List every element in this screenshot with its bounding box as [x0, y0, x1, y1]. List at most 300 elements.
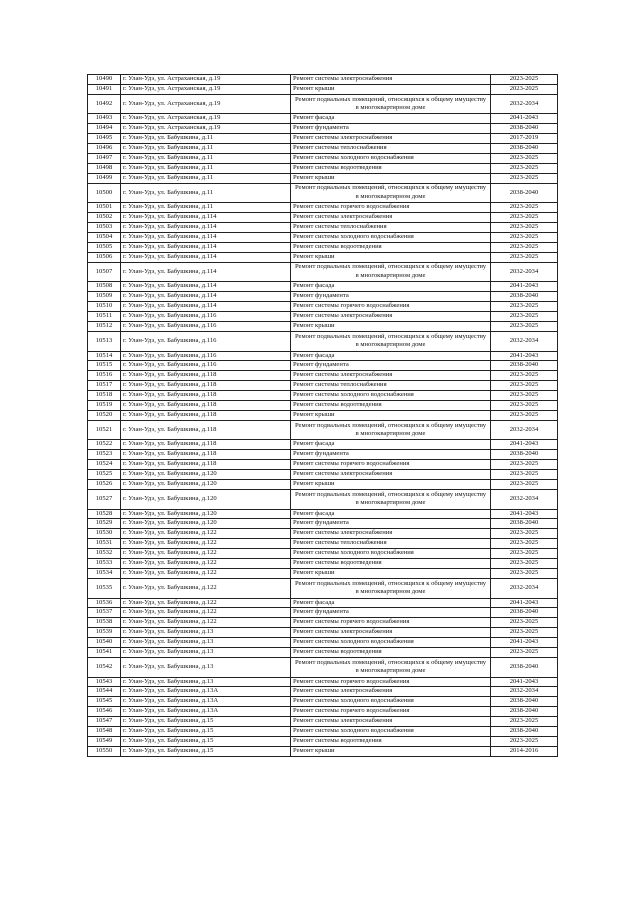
- row-address: г. Улан-Удэ, ул. Бабушкина, д.116: [121, 331, 291, 351]
- table-row: [88, 628, 558, 638]
- row-period: 2041-2043: [491, 114, 558, 124]
- row-address: г. Улан-Удэ, ул. Бабушкина, д.118: [121, 460, 291, 470]
- row-work-type: Ремонт фасада: [291, 598, 491, 608]
- row-number: 10496: [88, 144, 121, 154]
- row-address: г. Улан-Удэ, ул. Бабушкина, д.118: [121, 450, 291, 460]
- row-period: 2038-2040: [491, 361, 558, 371]
- table-row: [88, 598, 558, 608]
- table-row: [88, 410, 558, 420]
- table-row: [88, 144, 558, 154]
- row-number: 10529: [88, 519, 121, 529]
- row-work-type: Ремонт фундамента: [291, 124, 491, 134]
- row-work-type: Ремонт фасада: [291, 282, 491, 292]
- row-address: г. Улан-Удэ, ул. Бабушкина, д.15: [121, 746, 291, 756]
- table-row: [88, 94, 558, 114]
- table-row: [88, 371, 558, 381]
- row-number: 10522: [88, 440, 121, 450]
- row-work-type: Ремонт системы водоотведения: [291, 242, 491, 252]
- row-work-type: Ремонт фундамента: [291, 519, 491, 529]
- table-row: [88, 529, 558, 539]
- row-period: 2014-2016: [491, 746, 558, 756]
- row-work-type: Ремонт крыши: [291, 480, 491, 490]
- row-number: 10536: [88, 598, 121, 608]
- table-row: [88, 223, 558, 233]
- row-address: г. Улан-Удэ, ул. Бабушкина, д.15: [121, 717, 291, 727]
- row-address: г. Улан-Удэ, ул. Бабушкина, д.11: [121, 183, 291, 203]
- row-period: 2023-2025: [491, 559, 558, 569]
- row-period: 2032-2034: [491, 420, 558, 440]
- row-work-type: Ремонт системы электроснабжения: [291, 371, 491, 381]
- row-period: 2023-2025: [491, 84, 558, 94]
- row-number: 10512: [88, 322, 121, 332]
- row-number: 10534: [88, 569, 121, 579]
- row-work-type: Ремонт системы электроснабжения: [291, 470, 491, 480]
- row-address: г. Улан-Удэ, ул. Бабушкина, д.120: [121, 480, 291, 490]
- row-period: 2041-2043: [491, 677, 558, 687]
- row-work-type: Ремонт системы теплоснабжения: [291, 539, 491, 549]
- row-work-type: Ремонт подвальных помещений, относящихся к общему имуществу в многоквартирном доме: [291, 94, 491, 114]
- table-row: [88, 509, 558, 519]
- row-address: г. Улан-Удэ, ул. Бабушкина, д.122: [121, 569, 291, 579]
- row-period: 2023-2025: [491, 736, 558, 746]
- row-number: 10527: [88, 489, 121, 509]
- row-period: 2023-2025: [491, 549, 558, 559]
- row-period: 2023-2025: [491, 75, 558, 85]
- table-row: [88, 262, 558, 282]
- row-number: 10504: [88, 233, 121, 243]
- row-work-type: Ремонт системы водоотведения: [291, 163, 491, 173]
- row-address: г. Улан-Удэ, ул. Астраханская, д.19: [121, 94, 291, 114]
- table-row: [88, 391, 558, 401]
- row-number: 10542: [88, 657, 121, 677]
- row-address: г. Улан-Удэ, ул. Бабушкина, д.13: [121, 677, 291, 687]
- row-period: 2023-2025: [491, 401, 558, 411]
- row-number: 10535: [88, 578, 121, 598]
- row-number: 10539: [88, 628, 121, 638]
- row-work-type: Ремонт системы электроснабжения: [291, 628, 491, 638]
- row-address: г. Улан-Удэ, ул. Бабушкина, д.122: [121, 598, 291, 608]
- row-number: 10520: [88, 410, 121, 420]
- row-address: г. Улан-Удэ, ул. Бабушкина, д.118: [121, 420, 291, 440]
- row-work-type: Ремонт крыши: [291, 322, 491, 332]
- row-address: г. Улан-Удэ, ул. Бабушкина, д.116: [121, 351, 291, 361]
- row-period: 2041-2043: [491, 638, 558, 648]
- row-address: г. Улан-Удэ, ул. Бабушкина, д.114: [121, 282, 291, 292]
- table-row: [88, 549, 558, 559]
- row-address: г. Улан-Удэ, ул. Бабушкина, д.13: [121, 657, 291, 677]
- row-address: г. Улан-Удэ, ул. Бабушкина, д.13: [121, 648, 291, 658]
- row-address: г. Улан-Удэ, ул. Бабушкина, д.114: [121, 233, 291, 243]
- row-address: г. Улан-Удэ, ул. Бабушкина, д.11: [121, 154, 291, 164]
- row-period: 2023-2025: [491, 233, 558, 243]
- row-period: 2023-2025: [491, 223, 558, 233]
- table-row: [88, 75, 558, 85]
- table-row: [88, 302, 558, 312]
- table-row: [88, 183, 558, 203]
- row-work-type: Ремонт системы электроснабжения: [291, 717, 491, 727]
- row-work-type: Ремонт системы электроснабжения: [291, 213, 491, 223]
- row-work-type: Ремонт системы электроснабжения: [291, 687, 491, 697]
- row-period: 2023-2025: [491, 391, 558, 401]
- row-work-type: Ремонт системы горячего водоснабжения: [291, 707, 491, 717]
- row-address: г. Улан-Удэ, ул. Бабушкина, д.122: [121, 608, 291, 618]
- table-row: [88, 213, 558, 223]
- row-work-type: Ремонт системы холодного водоснабжения: [291, 391, 491, 401]
- table-row: [88, 460, 558, 470]
- row-period: 2023-2025: [491, 322, 558, 332]
- row-number: 10526: [88, 480, 121, 490]
- row-work-type: Ремонт подвальных помещений, относящихся к общему имуществу в многоквартирном доме: [291, 183, 491, 203]
- table-row: [88, 252, 558, 262]
- table-row: [88, 539, 558, 549]
- row-number: 10549: [88, 736, 121, 746]
- row-work-type: Ремонт подвальных помещений, относящихся к общему имуществу в многоквартирном доме: [291, 489, 491, 509]
- row-address: г. Улан-Удэ, ул. Бабушкина, д.118: [121, 391, 291, 401]
- row-address: г. Улан-Удэ, ул. Бабушкина, д.11: [121, 144, 291, 154]
- table-row: [88, 84, 558, 94]
- row-number: 10505: [88, 242, 121, 252]
- row-work-type: Ремонт системы холодного водоснабжения: [291, 727, 491, 737]
- row-work-type: Ремонт системы холодного водоснабжения: [291, 697, 491, 707]
- table-row: [88, 203, 558, 213]
- row-work-type: Ремонт системы водоотведения: [291, 736, 491, 746]
- row-work-type: Ремонт системы холодного водоснабжения: [291, 549, 491, 559]
- row-period: 2023-2025: [491, 539, 558, 549]
- row-work-type: Ремонт системы холодного водоснабжения: [291, 638, 491, 648]
- table-row: [88, 569, 558, 579]
- row-number: 10533: [88, 559, 121, 569]
- row-work-type: Ремонт фасада: [291, 114, 491, 124]
- row-period: 2041-2043: [491, 598, 558, 608]
- table-row: [88, 361, 558, 371]
- table-row: [88, 242, 558, 252]
- row-period: 2038-2040: [491, 657, 558, 677]
- row-address: г. Улан-Удэ, ул. Астраханская, д.19: [121, 114, 291, 124]
- row-period: 2038-2040: [491, 727, 558, 737]
- row-period: 2023-2025: [491, 163, 558, 173]
- row-address: г. Улан-Удэ, ул. Бабушкина, д.118: [121, 381, 291, 391]
- row-period: 2023-2025: [491, 480, 558, 490]
- row-number: 10492: [88, 94, 121, 114]
- table-row: [88, 657, 558, 677]
- row-work-type: Ремонт крыши: [291, 569, 491, 579]
- row-number: 10519: [88, 401, 121, 411]
- row-number: 10497: [88, 154, 121, 164]
- row-work-type: Ремонт подвальных помещений, относящихся к общему имуществу в многоквартирном доме: [291, 262, 491, 282]
- row-work-type: Ремонт системы теплоснабжения: [291, 381, 491, 391]
- row-number: 10506: [88, 252, 121, 262]
- row-number: 10513: [88, 331, 121, 351]
- row-work-type: Ремонт фундамента: [291, 292, 491, 302]
- row-address: г. Улан-Удэ, ул. Бабушкина, д.13А: [121, 707, 291, 717]
- row-number: 10546: [88, 707, 121, 717]
- row-work-type: Ремонт крыши: [291, 410, 491, 420]
- row-work-type: Ремонт подвальных помещений, относящихся к общему имуществу в многоквартирном доме: [291, 578, 491, 598]
- row-period: 2023-2025: [491, 371, 558, 381]
- table-row: [88, 381, 558, 391]
- table-row: [88, 608, 558, 618]
- row-number: 10524: [88, 460, 121, 470]
- row-period: 2017-2019: [491, 134, 558, 144]
- row-number: 10490: [88, 75, 121, 85]
- row-address: г. Улан-Удэ, ул. Бабушкина, д.122: [121, 529, 291, 539]
- row-period: 2023-2025: [491, 648, 558, 658]
- row-period: 2023-2025: [491, 213, 558, 223]
- row-number: 10521: [88, 420, 121, 440]
- row-work-type: Ремонт фундамента: [291, 608, 491, 618]
- row-address: г. Улан-Удэ, ул. Бабушкина, д.122: [121, 578, 291, 598]
- row-number: 10495: [88, 134, 121, 144]
- row-period: 2038-2040: [491, 519, 558, 529]
- row-number: 10523: [88, 450, 121, 460]
- row-address: г. Улан-Удэ, ул. Бабушкина, д.116: [121, 312, 291, 322]
- table-row: [88, 470, 558, 480]
- row-period: 2023-2025: [491, 242, 558, 252]
- row-address: г. Улан-Удэ, ул. Бабушкина, д.11: [121, 203, 291, 213]
- row-address: г. Улан-Удэ, ул. Бабушкина, д.122: [121, 618, 291, 628]
- row-work-type: Ремонт системы горячего водоснабжения: [291, 203, 491, 213]
- table-row: [88, 154, 558, 164]
- table-row: [88, 727, 558, 737]
- row-address: г. Улан-Удэ, ул. Бабушкина, д.120: [121, 519, 291, 529]
- row-address: г. Улан-Удэ, ул. Бабушкина, д.120: [121, 470, 291, 480]
- row-number: 10525: [88, 470, 121, 480]
- table-row: [88, 292, 558, 302]
- row-work-type: Ремонт крыши: [291, 746, 491, 756]
- row-period: 2032-2034: [491, 687, 558, 697]
- row-period: 2032-2034: [491, 578, 558, 598]
- row-work-type: Ремонт фундамента: [291, 361, 491, 371]
- table-row: [88, 746, 558, 756]
- row-period: 2023-2025: [491, 154, 558, 164]
- table-row: [88, 519, 558, 529]
- row-address: г. Улан-Удэ, ул. Бабушкина, д.11: [121, 134, 291, 144]
- row-work-type: Ремонт фасада: [291, 351, 491, 361]
- row-period: 2038-2040: [491, 292, 558, 302]
- table-row: [88, 707, 558, 717]
- table-row: [88, 440, 558, 450]
- row-address: г. Улан-Удэ, ул. Бабушкина, д.120: [121, 489, 291, 509]
- table-row: [88, 697, 558, 707]
- row-number: 10518: [88, 391, 121, 401]
- table-row: [88, 331, 558, 351]
- row-work-type: Ремонт фундамента: [291, 450, 491, 460]
- row-period: 2041-2043: [491, 509, 558, 519]
- row-address: г. Улан-Удэ, ул. Бабушкина, д.122: [121, 559, 291, 569]
- row-period: 2041-2043: [491, 351, 558, 361]
- row-address: г. Улан-Удэ, ул. Бабушкина, д.118: [121, 440, 291, 450]
- row-address: г. Улан-Удэ, ул. Бабушкина, д.114: [121, 302, 291, 312]
- row-work-type: Ремонт системы электроснабжения: [291, 529, 491, 539]
- table-row: [88, 489, 558, 509]
- row-period: 2038-2040: [491, 697, 558, 707]
- row-work-type: Ремонт подвальных помещений, относящихся к общему имуществу в многоквартирном доме: [291, 420, 491, 440]
- row-address: г. Улан-Удэ, ул. Бабушкина, д.120: [121, 509, 291, 519]
- table-row: [88, 124, 558, 134]
- row-address: г. Улан-Удэ, ул. Бабушкина, д.11: [121, 173, 291, 183]
- row-address: г. Улан-Удэ, ул. Бабушкина, д.122: [121, 539, 291, 549]
- row-number: 10540: [88, 638, 121, 648]
- row-address: г. Улан-Удэ, ул. Бабушкина, д.122: [121, 549, 291, 559]
- table-row: [88, 638, 558, 648]
- row-address: г. Улан-Удэ, ул. Бабушкина, д.114: [121, 213, 291, 223]
- row-period: 2023-2025: [491, 203, 558, 213]
- row-number: 10491: [88, 84, 121, 94]
- table-row: [88, 114, 558, 124]
- row-number: 10531: [88, 539, 121, 549]
- row-number: 10508: [88, 282, 121, 292]
- row-period: 2023-2025: [491, 628, 558, 638]
- row-address: г. Улан-Удэ, ул. Бабушкина, д.13А: [121, 697, 291, 707]
- table-row: [88, 687, 558, 697]
- row-work-type: Ремонт фасада: [291, 509, 491, 519]
- row-number: 10530: [88, 529, 121, 539]
- row-period: 2041-2043: [491, 440, 558, 450]
- row-period: 2032-2034: [491, 331, 558, 351]
- row-work-type: Ремонт системы горячего водоснабжения: [291, 302, 491, 312]
- row-number: 10510: [88, 302, 121, 312]
- row-address: г. Улан-Удэ, ул. Бабушкина, д.15: [121, 727, 291, 737]
- row-period: 2023-2025: [491, 618, 558, 628]
- row-number: 10544: [88, 687, 121, 697]
- row-work-type: Ремонт системы электроснабжения: [291, 312, 491, 322]
- row-address: г. Улан-Удэ, ул. Бабушкина, д.114: [121, 242, 291, 252]
- row-address: г. Улан-Удэ, ул. Бабушкина, д.114: [121, 292, 291, 302]
- row-period: 2032-2034: [491, 489, 558, 509]
- row-address: г. Улан-Удэ, ул. Бабушкина, д.114: [121, 223, 291, 233]
- table-row: [88, 559, 558, 569]
- row-number: 10511: [88, 312, 121, 322]
- row-work-type: Ремонт системы горячего водоснабжения: [291, 677, 491, 687]
- table-row: [88, 736, 558, 746]
- row-period: 2023-2025: [491, 173, 558, 183]
- row-number: 10514: [88, 351, 121, 361]
- row-work-type: Ремонт системы водоотведения: [291, 401, 491, 411]
- row-work-type: Ремонт подвальных помещений, относящихся к общему имуществу в многоквартирном доме: [291, 657, 491, 677]
- row-period: 2041-2043: [491, 282, 558, 292]
- row-number: 10507: [88, 262, 121, 282]
- row-address: г. Улан-Удэ, ул. Астраханская, д.19: [121, 124, 291, 134]
- row-address: г. Улан-Удэ, ул. Бабушкина, д.15: [121, 736, 291, 746]
- row-period: 2032-2034: [491, 94, 558, 114]
- row-number: 10493: [88, 114, 121, 124]
- row-period: 2023-2025: [491, 717, 558, 727]
- table-row: [88, 618, 558, 628]
- row-number: 10532: [88, 549, 121, 559]
- row-work-type: Ремонт системы теплоснабжения: [291, 223, 491, 233]
- table-row: [88, 677, 558, 687]
- row-work-type: Ремонт системы горячего водоснабжения: [291, 460, 491, 470]
- row-number: 10537: [88, 608, 121, 618]
- table-row: [88, 134, 558, 144]
- row-period: 2023-2025: [491, 381, 558, 391]
- row-address: г. Улан-Удэ, ул. Бабушкина, д.118: [121, 401, 291, 411]
- row-address: г. Улан-Удэ, ул. Бабушкина, д.13: [121, 628, 291, 638]
- table-row: [88, 578, 558, 598]
- table-row: [88, 163, 558, 173]
- row-address: г. Улан-Удэ, ул. Бабушкина, д.13А: [121, 687, 291, 697]
- row-period: 2023-2025: [491, 460, 558, 470]
- row-work-type: Ремонт фасада: [291, 440, 491, 450]
- row-number: 10499: [88, 173, 121, 183]
- row-number: 10516: [88, 371, 121, 381]
- row-number: 10515: [88, 361, 121, 371]
- row-number: 10528: [88, 509, 121, 519]
- row-address: г. Улан-Удэ, ул. Бабушкина, д.118: [121, 410, 291, 420]
- table-row: [88, 322, 558, 332]
- table-row: [88, 648, 558, 658]
- row-work-type: Ремонт системы водоотведения: [291, 648, 491, 658]
- row-period: 2023-2025: [491, 252, 558, 262]
- table-row: [88, 312, 558, 322]
- row-work-type: Ремонт системы холодного водоснабжения: [291, 233, 491, 243]
- row-address: г. Улан-Удэ, ул. Астраханская, д.19: [121, 84, 291, 94]
- row-number: 10509: [88, 292, 121, 302]
- row-address: г. Улан-Удэ, ул. Бабушкина, д.11: [121, 163, 291, 173]
- row-period: 2023-2025: [491, 312, 558, 322]
- row-period: 2023-2025: [491, 410, 558, 420]
- row-work-type: Ремонт системы теплоснабжения: [291, 144, 491, 154]
- row-period: 2038-2040: [491, 608, 558, 618]
- row-number: 10503: [88, 223, 121, 233]
- row-number: 10543: [88, 677, 121, 687]
- row-work-type: Ремонт крыши: [291, 173, 491, 183]
- row-number: 10502: [88, 213, 121, 223]
- row-address: г. Улан-Удэ, ул. Бабушкина, д.118: [121, 371, 291, 381]
- row-period: 2038-2040: [491, 183, 558, 203]
- row-period: 2038-2040: [491, 707, 558, 717]
- table-row: [88, 450, 558, 460]
- row-address: г. Улан-Удэ, ул. Бабушкина, д.116: [121, 322, 291, 332]
- row-address: г. Улан-Удэ, ул. Бабушкина, д.116: [121, 361, 291, 371]
- table-row: [88, 420, 558, 440]
- row-number: 10550: [88, 746, 121, 756]
- row-number: 10500: [88, 183, 121, 203]
- table-row: [88, 401, 558, 411]
- row-number: 10517: [88, 381, 121, 391]
- row-number: 10548: [88, 727, 121, 737]
- row-number: 10501: [88, 203, 121, 213]
- row-work-type: Ремонт системы электроснабжения: [291, 75, 491, 85]
- row-address: г. Улан-Удэ, ул. Астраханская, д.19: [121, 75, 291, 85]
- table-row: [88, 480, 558, 490]
- row-work-type: Ремонт крыши: [291, 252, 491, 262]
- row-number: 10541: [88, 648, 121, 658]
- row-number: 10498: [88, 163, 121, 173]
- row-work-type: Ремонт системы водоотведения: [291, 559, 491, 569]
- table-row: [88, 717, 558, 727]
- row-address: г. Улан-Удэ, ул. Бабушкина, д.114: [121, 262, 291, 282]
- row-period: 2038-2040: [491, 450, 558, 460]
- repair-schedule-table: [87, 74, 558, 757]
- row-period: 2038-2040: [491, 124, 558, 134]
- table-row: [88, 282, 558, 292]
- row-number: 10494: [88, 124, 121, 134]
- table-row: [88, 233, 558, 243]
- table-body: [88, 75, 558, 757]
- row-number: 10538: [88, 618, 121, 628]
- table-row: [88, 351, 558, 361]
- row-work-type: Ремонт системы холодного водоснабжения: [291, 154, 491, 164]
- row-period: 2038-2040: [491, 144, 558, 154]
- row-period: 2023-2025: [491, 529, 558, 539]
- row-number: 10545: [88, 697, 121, 707]
- row-address: г. Улан-Удэ, ул. Бабушкина, д.13: [121, 638, 291, 648]
- row-period: 2023-2025: [491, 569, 558, 579]
- row-period: 2032-2034: [491, 262, 558, 282]
- row-work-type: Ремонт подвальных помещений, относящихся к общему имуществу в многоквартирном доме: [291, 331, 491, 351]
- row-period: 2023-2025: [491, 470, 558, 480]
